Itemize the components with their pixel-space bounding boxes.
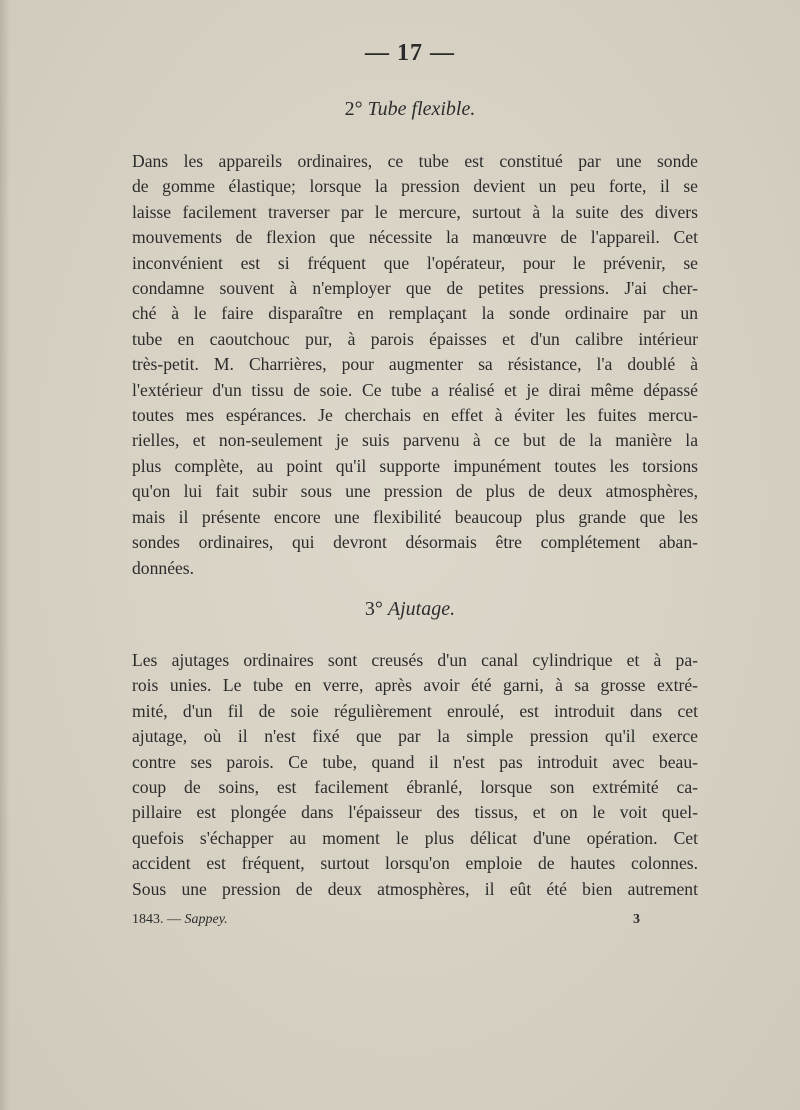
text-line: Dans les appareils ordinaires, ce tube est constitué par une sonde xyxy=(132,151,698,171)
footer-signature xyxy=(132,912,228,928)
text-line: accident est fréquent, surtout lorsqu'on emploie de hautes colonnes. xyxy=(132,853,698,874)
paragraph-ajutage xyxy=(132,648,698,902)
section-number: 3° xyxy=(364,598,383,620)
text-line: rois unies. Le tube en verre, après avoir été garni, à sa grosse extré- xyxy=(132,675,698,696)
text-line: plus complète, au point qu'il supporte impunément toutes les torsions xyxy=(132,455,698,476)
footer-author: Sappey. xyxy=(184,912,228,927)
footer-year: 1843. — xyxy=(132,912,181,927)
text-line: mais il présente encore une flexibilité beaucoup plus grande que les xyxy=(132,506,698,527)
section-heading-ajutage xyxy=(0,598,800,621)
text-line: mouvements de flexion que nécessite la manœuvre de l'appareil. Cet xyxy=(132,227,698,248)
section-title: Ajutage. xyxy=(387,598,456,620)
text-line: laisse facilement traverser par le mercure, surtout à la suite des divers xyxy=(132,201,698,222)
page-footer xyxy=(132,912,640,928)
signature-mark: 3 xyxy=(633,912,640,927)
text-line: rielles, et non-seulement je suis parvenu à ce but de la manière la xyxy=(132,430,698,451)
text-line: l'extérieur d'un tissu de soie. Ce tube a réalisé et je dirai même dépassé xyxy=(132,379,698,400)
text-line: contre ses parois. Ce tube, quand il n'est pas introduit avec beau- xyxy=(132,751,698,772)
text-line: qu'on lui fait subir sous une pression de plus de deux atmosphères, xyxy=(132,481,698,502)
text-line: sondes ordinaires, qui devront désormais être complétement aban- xyxy=(132,532,698,553)
text-line: toutes mes espérances. Je cherchais en effet à éviter les fuites mercu- xyxy=(132,405,698,426)
page-number: — 17 — xyxy=(365,40,455,66)
text-line: très-petit. M. Charrières, pour augmenter sa résistance, l'a doublé à xyxy=(132,354,698,375)
text-line: coup de soins, est facilement ébranlé, lorsque son extrémité ca- xyxy=(132,777,698,798)
text-line: tube en caoutchouc pur, à parois épaisses et d'un calibre intérieur xyxy=(132,328,698,349)
paragraph-tube-flexible xyxy=(132,149,698,581)
section-heading-tube-flexible xyxy=(0,98,800,121)
text-line: Sous une pression de deux atmosphères, il eût été bien autrement xyxy=(132,878,698,899)
text-line: de gomme élastique; lorsque la pression devient un peu forte, il se xyxy=(132,176,698,197)
text-line: condamne souvent à n'employer que de petites pressions. J'ai cher- xyxy=(132,278,698,299)
text-line: inconvénient est si fréquent que l'opérateur, pour le prévenir, se xyxy=(132,252,698,273)
section-number: 2° xyxy=(344,98,363,120)
text-line: mité, d'un fil de soie régulièrement enroulé, est introduit dans cet xyxy=(132,700,698,721)
text-line: ché à le faire disparaître en remplaçant la sonde ordinaire par un xyxy=(132,303,698,324)
text-line: données. xyxy=(132,557,195,578)
text-line: quefois s'échapper au moment le plus délicat d'une opération. Cet xyxy=(132,827,698,848)
section-title: Tube flexible. xyxy=(367,98,476,120)
text-line: pillaire est plongée dans l'épaisseur des tissus, et on le voit quel- xyxy=(132,802,698,823)
text-line: Les ajutages ordinaires sont creusés d'un canal cylindrique et à pa- xyxy=(132,650,698,670)
text-line: ajutage, où il n'est fixé que par la simple pression qu'il exerce xyxy=(132,726,698,747)
page-edge-shadow xyxy=(0,0,10,1110)
